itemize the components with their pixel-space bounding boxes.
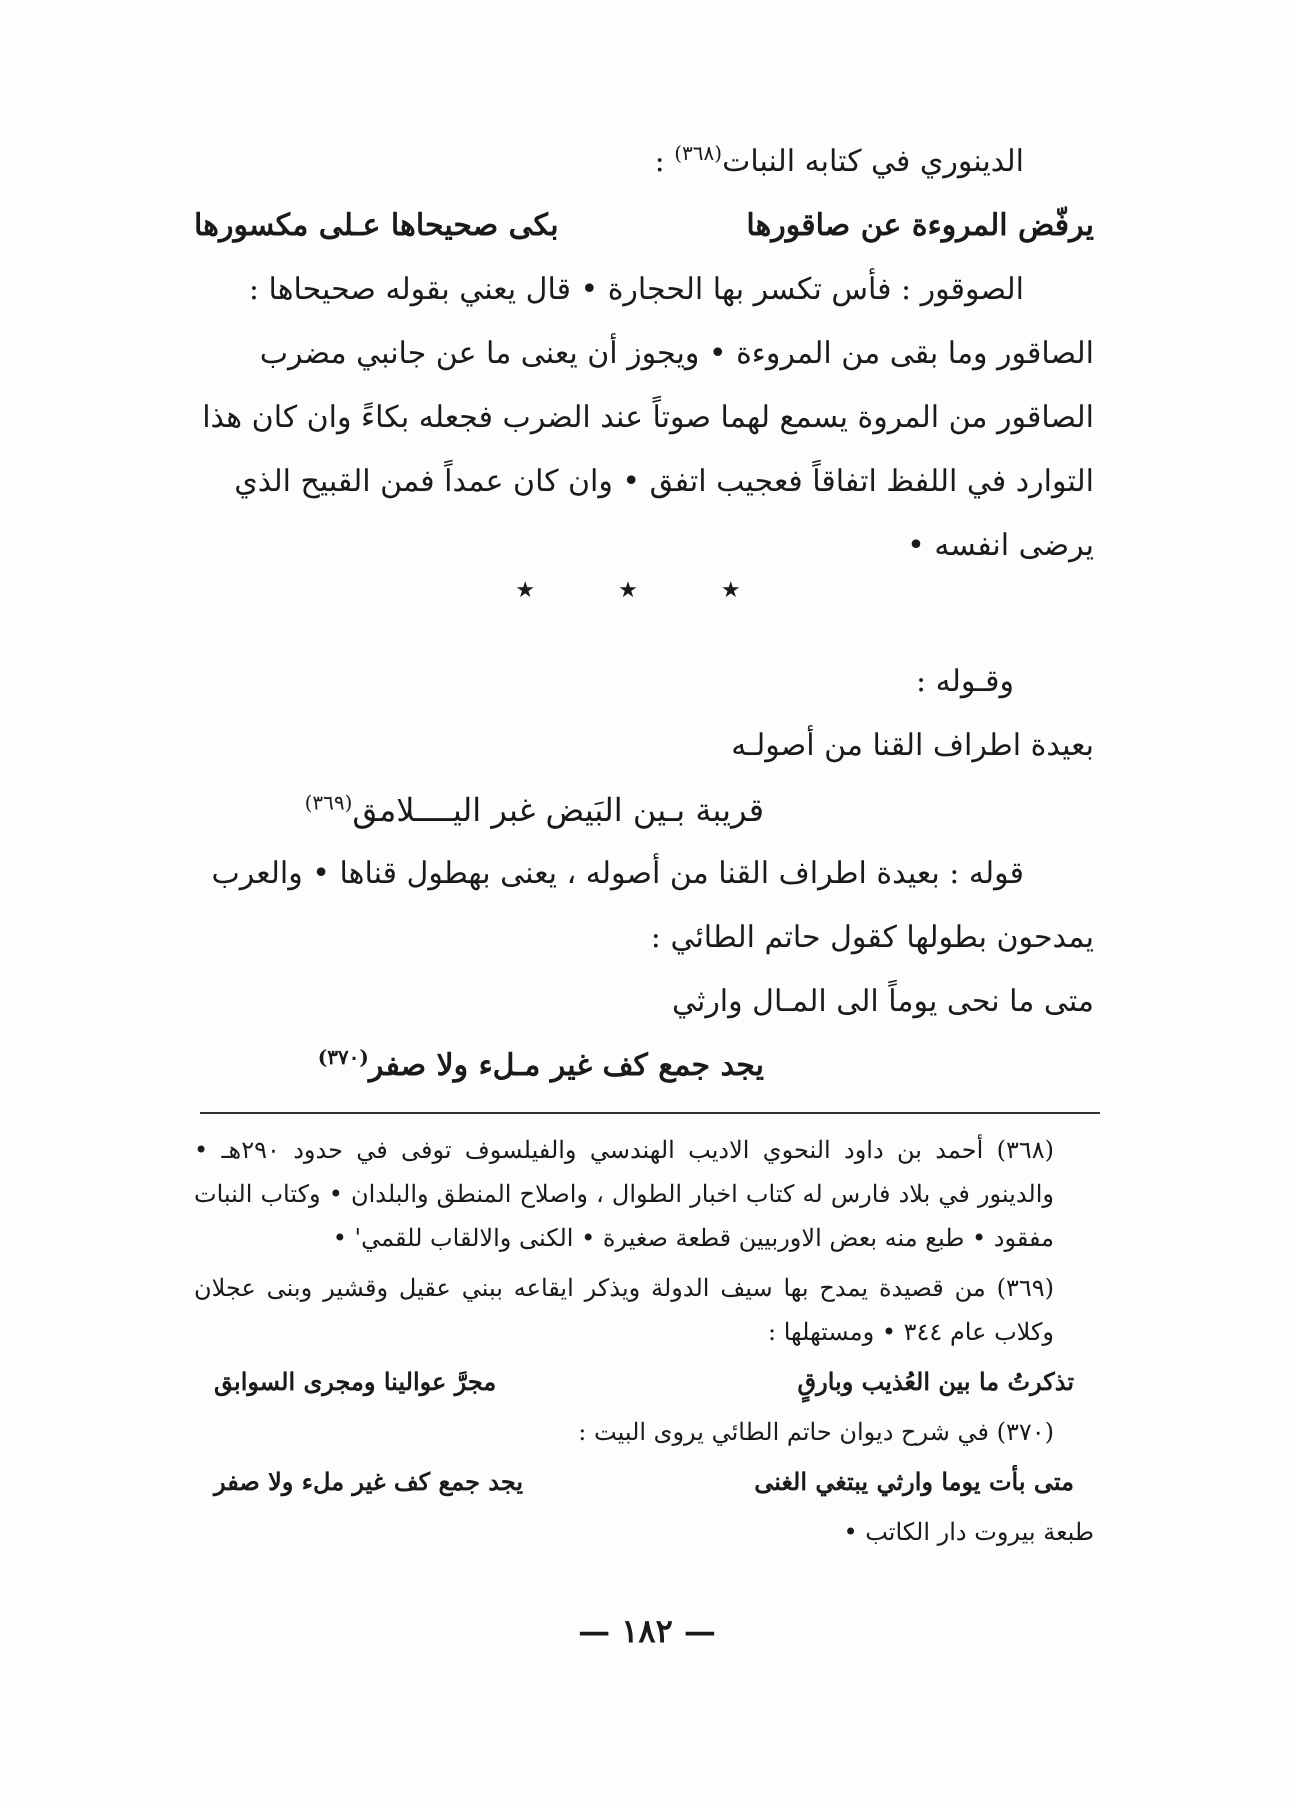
poem-verse-d: [194, 1034, 1094, 1098]
paragraph-line-5: يرضى انفسه •: [907, 528, 1094, 563]
second-section: [194, 650, 1094, 1098]
intro-text: الدينوري في كتابه النبات: [722, 144, 1024, 179]
footnote-370-verse-second: يجد جمع كف غير ملء ولا صفر: [214, 1467, 524, 1496]
poem-verse-d-text: يجد جمع كف غير مـلء ولا صفر: [368, 1048, 764, 1083]
footnote-370-verse: [194, 1460, 1094, 1504]
poem-verse-c: متى ما نحى يوماً الى المـال وارثي: [671, 984, 1094, 1019]
footnote-369-verse: [194, 1360, 1094, 1404]
main-text-block: [194, 130, 1094, 578]
footnote-369-verse-first: تذكرتُ ما بين العُذيب وبارقٍ: [797, 1367, 1074, 1396]
footnote-divider: [200, 1112, 1100, 1114]
footnotes-block: [194, 1128, 1094, 1560]
footnote-ref-369: (٣٦٩): [304, 790, 353, 815]
poem-verse-b-text: قريبة بـين البَيض غبر اليــــلامق: [352, 791, 764, 829]
intro-colon: :: [654, 144, 675, 179]
footnote-370: (٣٧٠) في شرح ديوان حاتم الطائي يروى البيت :: [578, 1418, 1054, 1446]
verse-1-second-hemistich: بكى صحيحاها عـلى مكسورها: [194, 208, 559, 243]
footnote-370-verse-first: متى بأت يوما وارثي يبتغي الغنى: [754, 1467, 1074, 1496]
intro-line: [194, 130, 1094, 194]
paragraph-line-1: الصوقور : فأس تكسر بها الحجارة • قال يعني بقوله صحيحاها :: [248, 272, 1024, 307]
paragraph-line-3: الصاقور من المروة يسمع لهما صوتاً عند الضرب فجعله بكاءً وان كان هذا: [202, 400, 1094, 435]
footnote-ref-370: (٣٧٠): [317, 1045, 369, 1069]
footnote-368: (٣٦٨) أحمد بن داود النحوي الاديب الهندسي والفيلسوف توفى في حدود ٢٩٠هـ • والدينور في بلاد فارس له كتاب اخبار الطوال ، واصلاح المنطق والبلدان • وكتاب النبات مفقود • طبع منه بعض الاوربيين قطعة صغيرة • الكنى والالقاب للقمي' •: [194, 1136, 1054, 1252]
verse-1-first-hemistich: يرفّض المروءة عن صاقورها: [746, 208, 1094, 243]
poem-verse-a: بعيدة اطراف القنا من أصولـه: [731, 728, 1094, 763]
footnote-369-verse-second: مجرَّ عوالينا ومجرى السوابق: [214, 1367, 497, 1396]
explain-line-2: يمدحون بطولها كقول حاتم الطائي :: [650, 920, 1094, 955]
verse-line-1: [194, 194, 1094, 258]
section-separator: ★ ★ ★: [515, 578, 779, 603]
page-number: — ١٨٢ —: [578, 1612, 716, 1650]
poem-verse-b: [194, 778, 1094, 842]
explain-line-1: قوله : بعيدة اطراف القنا من أصوله ، يعنى بهطول قناها • والعرب: [211, 856, 1024, 891]
section-intro: وقـوله :: [916, 664, 1014, 699]
footnote-369: (٣٦٩) من قصيدة يمدح بها سيف الدولة ويذكر ايقاعه ببني عقيل وقشير وبنى عجلان وكلاب عام ٣٤٤ • ومستهلها :: [194, 1274, 1054, 1346]
paragraph-line-4: التوارد في اللفظ اتفاقاً فعجيب اتفق • وان كان عمداً فمن القبيح الذي: [234, 464, 1094, 499]
footnote-ref-368: (٣٦٨): [674, 141, 723, 165]
footnote-370-source: طبعة بيروت دار الكاتب •: [843, 1518, 1094, 1546]
paragraph-line-2: الصاقور وما بقى من المروءة • ويجوز أن يعنى ما عن جانبي مضرب: [259, 336, 1094, 371]
